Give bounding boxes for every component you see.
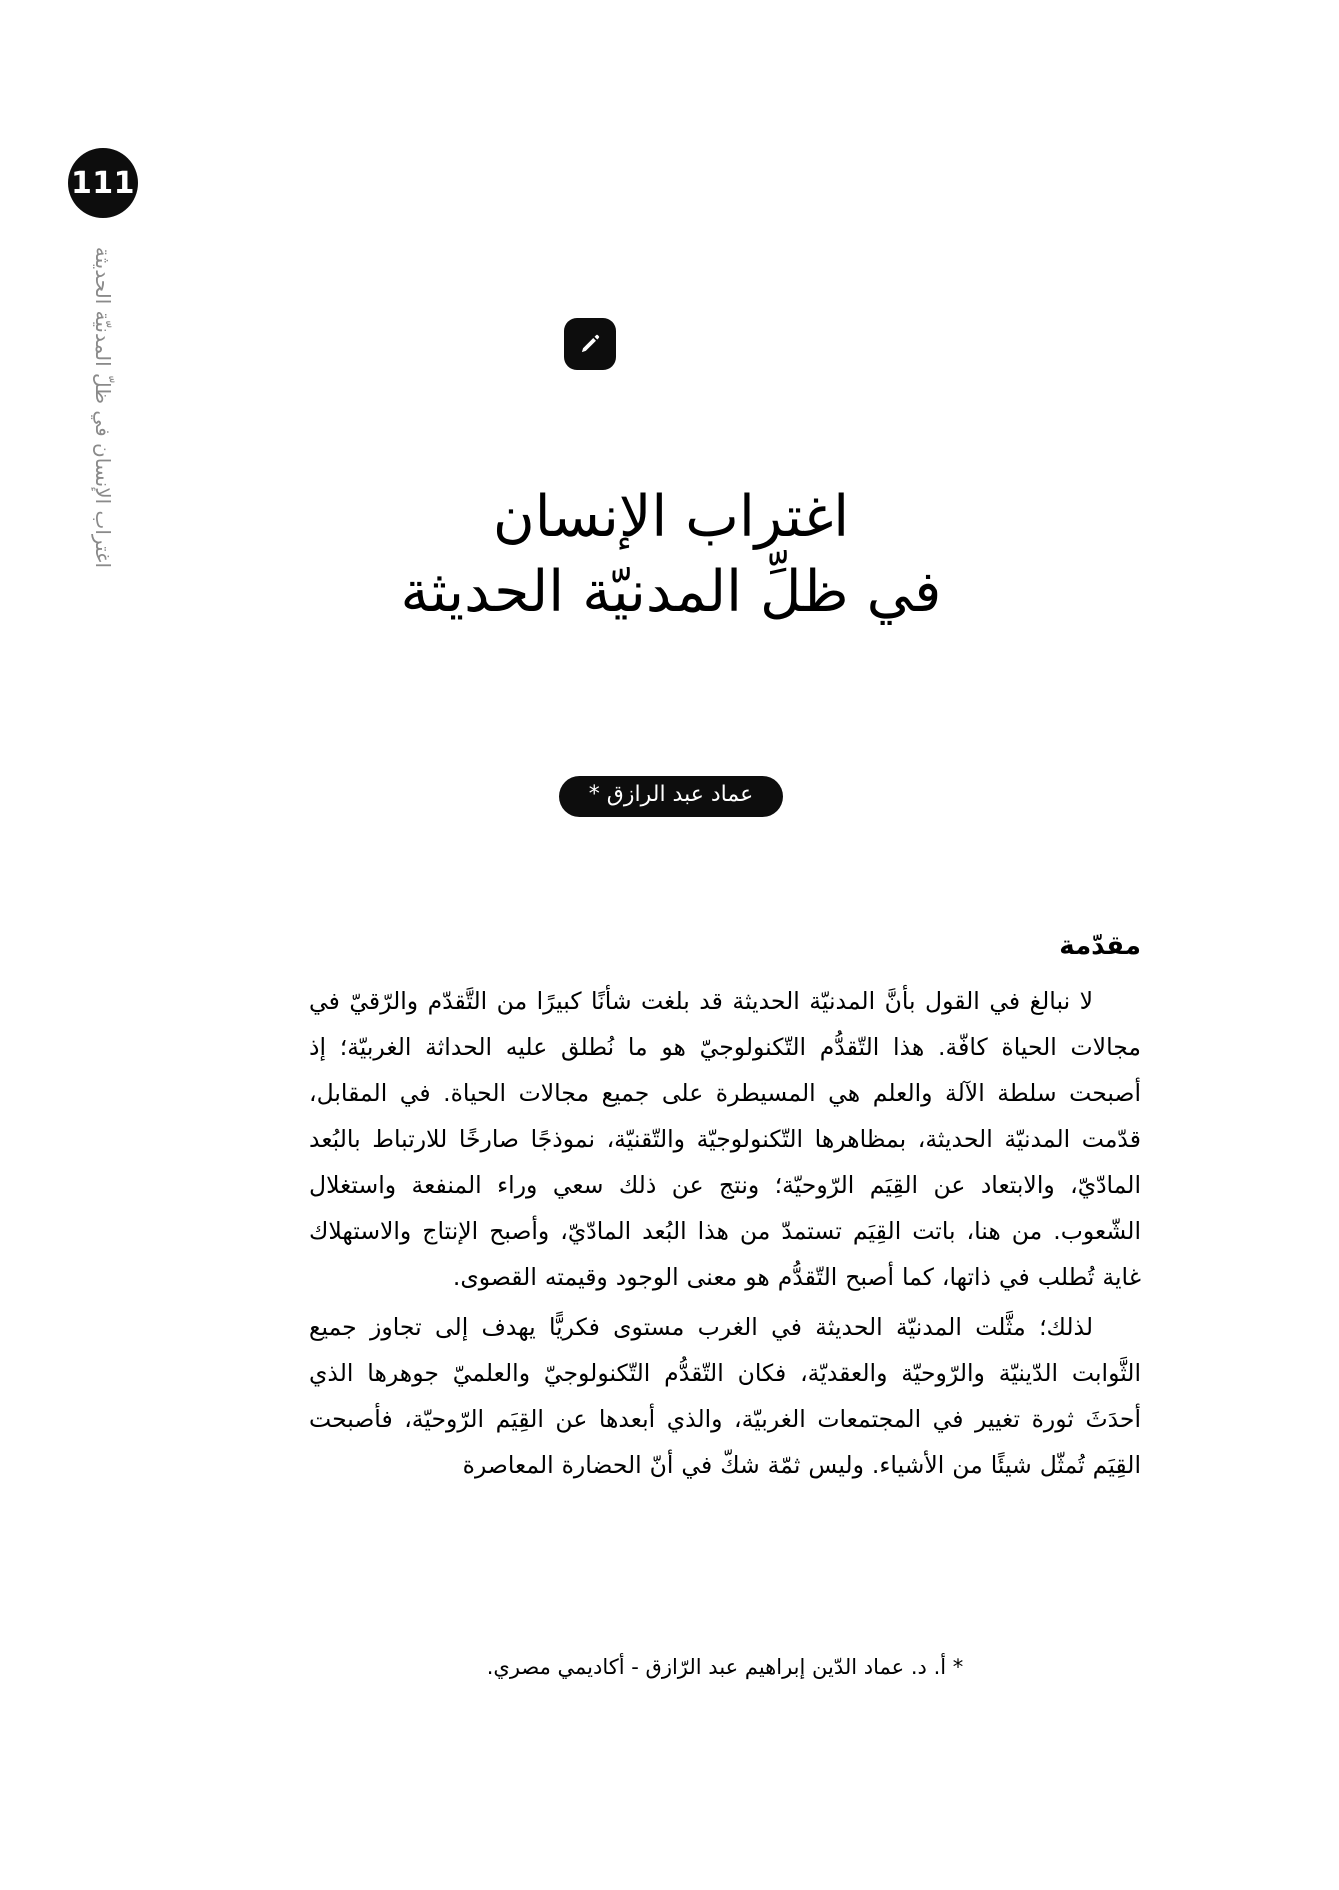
side-running-head: اغتراب الإنسان في ظلّ المدنيّة الحديثة	[91, 246, 115, 568]
body-paragraph: لا نبالغ في القول بأنَّ المدنيّة الحديثة قد بلغت شأنًا كبيرًا من التَّقدّم والرّقيّ في مجالات الحياة كافّة. هذا التّقدُّم التّكنولوجيّ هو ما نُطلق عليه الحداثة الغربيّة؛ إذ أصبحت سلطة الآلة والعلم هي المسيطرة على جميع مجالات الحياة. في المقابل، قدّمت المدنيّة الحديثة، بمظاهرها التّكنولوجيّة والتّقنيّة، نموذجًا صارخًا للارتباط بالبُعد المادّيّ، والابتعاد عن القِيَم الرّوحيّة؛ ونتج عن ذلك سعي وراء المنفعة واستغلال الشّعوب. من هنا، باتت القِيَم تستمدّ من هذا البُعد المادّيّ، وأصبح الإنتاج والاستهلاك غاية تُطلب في ذاتها، كما أصبح التّقدُّم هو معنى الوجود وقيمته القصوى.	[309, 986, 1141, 1292]
author-byline	[171, 776, 1171, 817]
title-line-1: اغتراب الإنسان	[492, 484, 850, 550]
pencil-icon	[564, 318, 616, 370]
section-heading: مقدّمة	[1059, 931, 1141, 961]
footnote: * أ. د. عماد الدّين إبراهيم عبد الرّازق - أكاديمي مصري.	[486, 1655, 964, 1679]
footnote-divider	[841, 1636, 1141, 1637]
author-badge: عماد عبد الرازق *	[559, 776, 783, 817]
title-line-2: في ظلِّ المدنيّة الحديثة	[400, 559, 942, 626]
page-number-badge: 111	[68, 148, 138, 218]
body-paragraph: لذلك؛ مثَّلت المدنيّة الحديثة في الغرب مستوى فكريًّا يهدف إلى تجاوز جميع الثَّوابت الدّينيّة والرّوحيّة والعقديّة، فكان التّقدُّم التّكنولوجيّ والعلميّ جوهرها الذي أحدَثَ ثورة تغيير في المجتمعات الغربيّة، والذي أبعدها عن القِيَم الرّوحيّة، فأصبحت القِيَم تُمثّل شيئًا من الأشياء. وليس ثمّة شكّ في أنّ الحضارة المعاصرة	[309, 1313, 1141, 1480]
body-column	[309, 930, 1141, 1492]
page-title	[171, 480, 1171, 630]
